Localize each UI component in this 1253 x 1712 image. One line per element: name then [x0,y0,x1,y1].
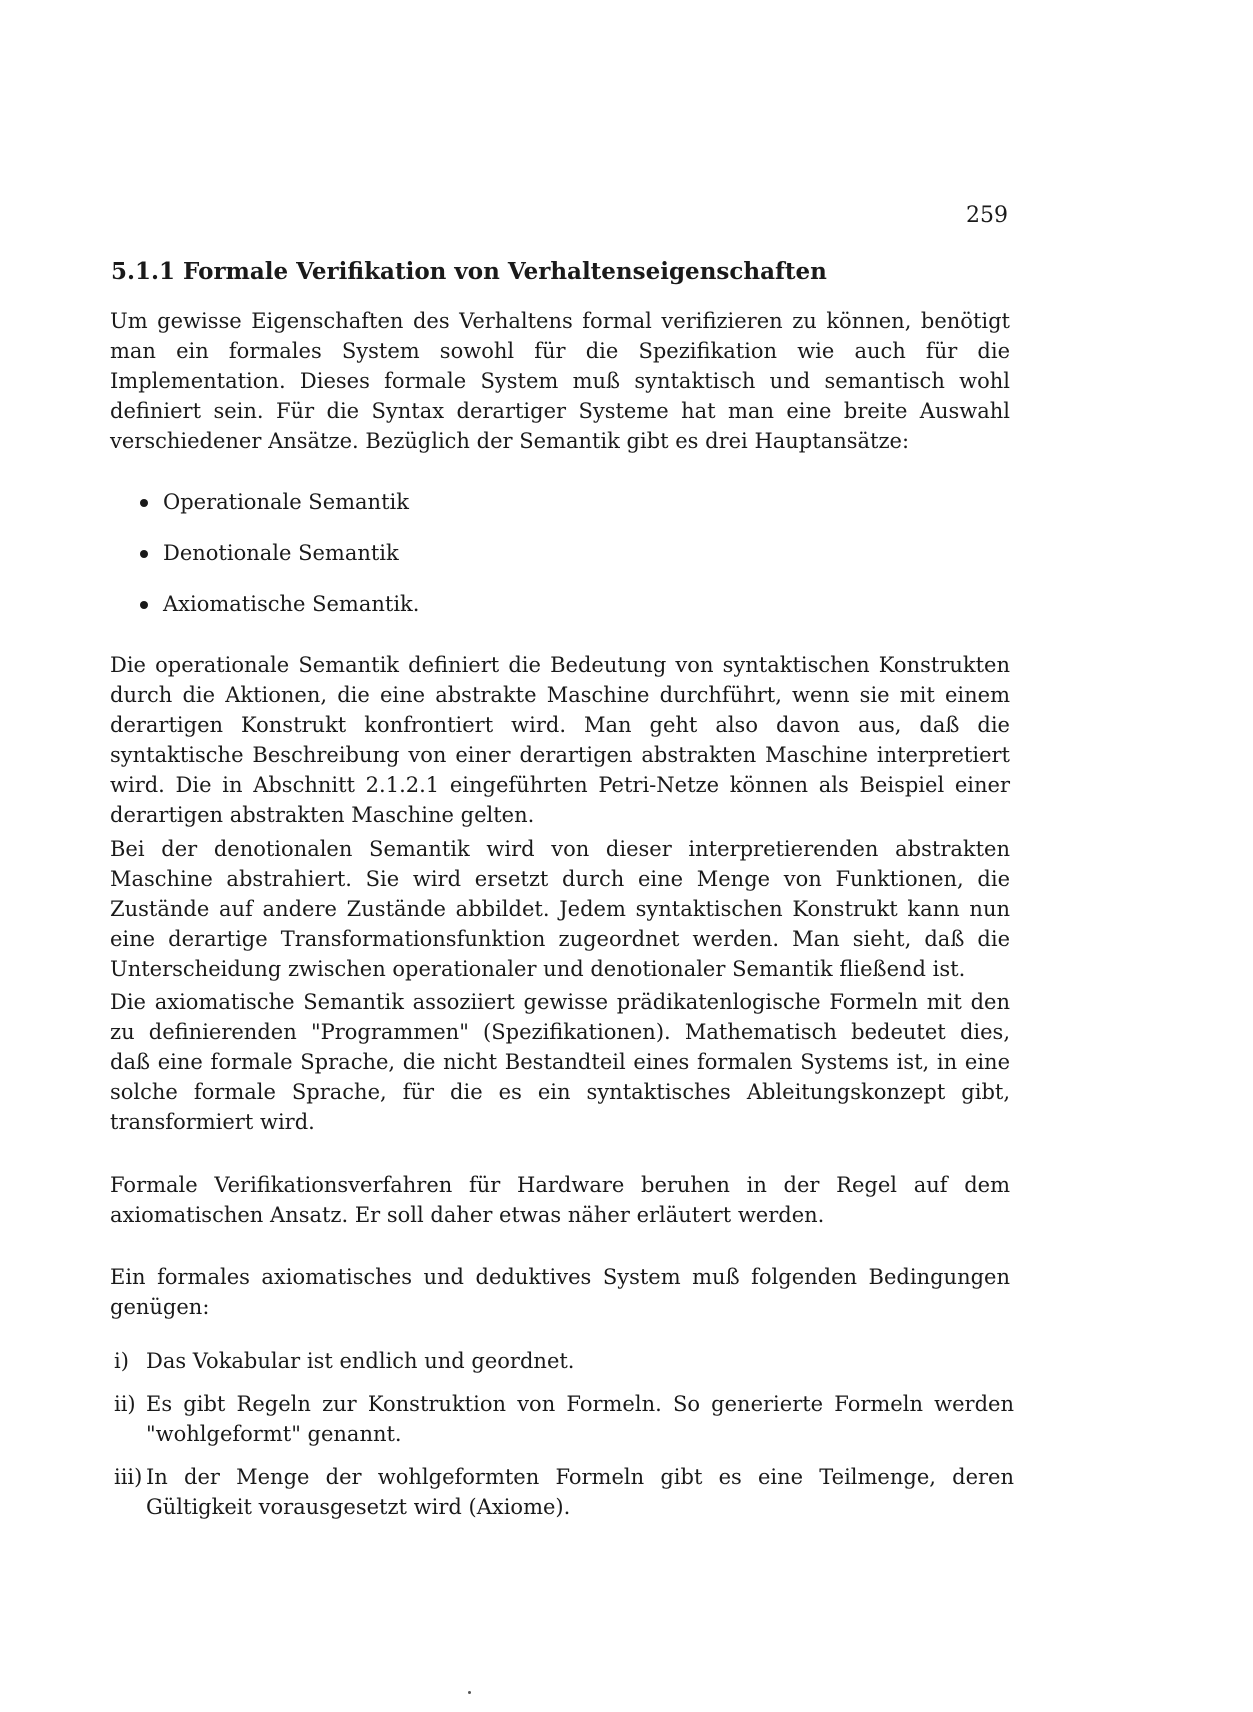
page-number: 259 [966,203,1008,228]
bullet-item-label: Operationale Semantik [163,490,409,514]
semantics-bullet-list [140,487,1000,640]
bullet-dot-icon [140,550,148,558]
hardware-verification-paragraph: Formale Verifikationsverfahren für Hardware beruhen in der Regel auf dem axiomatischen Ansatz. Er soll daher etwas näher erläutert werden. [110,1173,1010,1227]
scan-artifact-dot [468,1691,471,1694]
condition-item [114,1389,1014,1449]
bullet-item-axiomatic [140,589,1000,640]
section-heading: 5.1.1 Formale Verifikation von Verhaltenseigenschaften [111,258,827,285]
condition-text: Das Vokabular ist endlich und geordnet. [146,1349,575,1373]
condition-item [114,1462,1014,1522]
condition-marker: i) [114,1349,129,1373]
condition-marker: ii) [114,1392,136,1416]
intro-paragraph: Um gewisse Eigenschaften des Verhaltens formal verifizieren zu können, benötigt man ein formales System sowohl für die Spezifikation wie auch für die Implementation. Dieses formale System muß syntaktisch und semantisch wohl definiert sein. Für die Syntax derartiger Systeme hat man eine breite Auswahl verschiedener Ansätze. Bezüglich der Semantik gibt es drei Hauptansätze: [110,309,1010,453]
conditions-intro-paragraph: Ein formales axiomatisches und deduktives System muß folgenden Bedingungen genügen: [110,1265,1010,1319]
bullet-dot-icon [140,499,148,507]
bullet-item-operational [140,487,1000,538]
condition-text: Es gibt Regeln zur Konstruktion von Formeln. So generierte Formeln werden "wohlgeformt" genannt. [146,1392,1014,1446]
bullet-dot-icon [140,601,148,609]
conditions-list [114,1346,1014,1535]
bullet-item-label: Axiomatische Semantik. [163,592,420,616]
condition-marker: iii) [114,1465,143,1489]
bullet-item-denotational [140,538,1000,589]
denotational-semantics-paragraph: Bei der denotionalen Semantik wird von dieser interpretierenden abstrakten Maschine abstrahiert. Sie wird ersetzt durch eine Menge von Funktionen, die Zustände auf andere Zustände abbildet. Jedem syntaktischen Konstrukt kann nun eine derartige Transformationsfunktion zugeordnet werden. Man sieht, daß die Unterscheidung zwischen operationaler und denotionaler Semantik fließend ist. [110,837,1010,981]
bullet-item-label: Denotionale Semantik [163,541,399,565]
axiomatic-semantics-paragraph: Die axiomatische Semantik assoziiert gewisse prädikatenlogische Formeln mit den zu definierenden "Programmen" (Spezifikationen). Mathematisch bedeutet dies, daß eine formale Sprache, die nicht Bestandteil eines formalen Systems ist, in eine solche formale Sprache, für die es ein syntaktisches Ableitungskonzept gibt, transformiert wird. [110,990,1010,1134]
operational-semantics-paragraph: Die operationale Semantik definiert die Bedeutung von syntaktischen Konstrukten durch die Aktionen, die eine abstrakte Maschine durchführt, wenn sie mit einem derartigen Konstrukt konfrontiert wird. Man geht also davon aus, daß die syntaktische Beschreibung von einer derartigen abstrakten Maschine interpretiert wird. Die in Abschnitt 2.1.2.1 eingeführten Petri-Netze können als Beispiel einer derartigen abstrakten Maschine gelten. [110,653,1010,827]
condition-text: In der Menge der wohlgeformten Formeln gibt es eine Teilmenge, deren Gültigkeit vorausgesetzt wird (Axiome). [146,1465,1014,1519]
condition-item [114,1346,1014,1376]
